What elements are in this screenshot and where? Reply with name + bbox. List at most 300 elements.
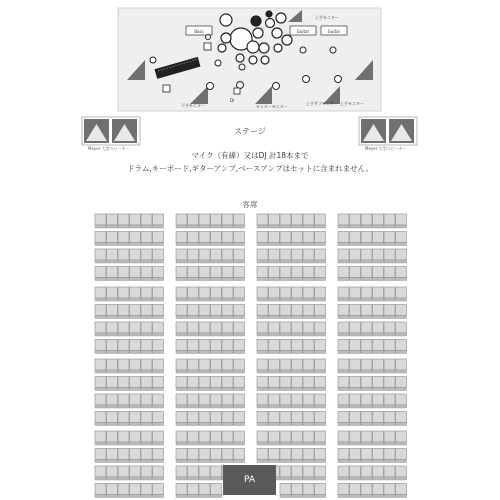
seat (130, 249, 141, 263)
seat-body (338, 484, 349, 495)
seat-back (315, 405, 326, 408)
seat-body (141, 359, 152, 370)
seat-back (107, 316, 118, 319)
seat-back (315, 423, 326, 426)
seat-body (373, 359, 384, 370)
seat-body (280, 232, 291, 243)
seat-body (292, 214, 303, 225)
amp-label-guitar-2: Guitar (327, 29, 341, 34)
seat-back (315, 260, 326, 263)
seat-body (269, 412, 280, 423)
seat-body (176, 377, 187, 388)
seat-body (234, 322, 245, 333)
seat-back (188, 370, 199, 373)
seat-back (141, 260, 152, 263)
seat-back (153, 460, 164, 463)
seat-body (384, 377, 395, 388)
seat (303, 287, 314, 301)
seat (222, 449, 233, 463)
seat-back (176, 370, 187, 373)
seat-body (257, 359, 268, 370)
seat-body (338, 287, 349, 298)
seat-body (280, 340, 291, 351)
seat (95, 340, 106, 354)
seat-body (95, 484, 106, 495)
seat (95, 449, 106, 463)
seat-back (118, 405, 129, 408)
seat (292, 377, 303, 391)
seat-body (292, 359, 303, 370)
seat (188, 431, 199, 445)
seat (361, 431, 372, 445)
seat-body (384, 267, 395, 278)
seat (222, 267, 233, 281)
seat-body (361, 449, 372, 460)
seat (222, 214, 233, 228)
seat (107, 267, 118, 281)
seat-body (188, 322, 199, 333)
seat-body (257, 232, 268, 243)
seat-body (280, 249, 291, 260)
seat-body (153, 249, 164, 260)
seat-body (95, 431, 106, 442)
seat (257, 359, 268, 373)
seat (315, 359, 326, 373)
seat-body (118, 267, 129, 278)
seat (234, 249, 245, 263)
seat (350, 267, 361, 281)
pa-label: PA (243, 475, 255, 485)
seat-back (118, 477, 129, 480)
seat-back (176, 278, 187, 281)
seat (269, 305, 280, 319)
seat-body (211, 484, 222, 495)
seat-body (350, 412, 361, 423)
seat-body (338, 249, 349, 260)
seat (199, 249, 210, 263)
seat-back (350, 477, 361, 480)
seat-back (338, 495, 349, 498)
seat (303, 466, 314, 480)
seat (141, 340, 152, 354)
seat-back (303, 351, 314, 354)
speaker-label-left: Meyer 大型スピーカー (88, 146, 130, 151)
seat-back (315, 388, 326, 391)
seat (350, 305, 361, 319)
seat-body (222, 412, 233, 423)
seat (153, 449, 164, 463)
seat (188, 377, 199, 391)
seat-body (396, 249, 407, 260)
seat-back (384, 333, 395, 336)
seat (222, 431, 233, 445)
seat (95, 287, 106, 301)
seat (118, 394, 129, 408)
seat-body (188, 214, 199, 225)
seat-body (292, 412, 303, 423)
seat-back (199, 243, 210, 246)
seat (222, 232, 233, 246)
seat-back (141, 405, 152, 408)
seat (396, 449, 407, 463)
seat-back (338, 316, 349, 319)
seat-back (118, 460, 129, 463)
seat-body (257, 412, 268, 423)
seat-body (176, 412, 187, 423)
seat-back (141, 225, 152, 228)
seat-back (280, 423, 291, 426)
seat (141, 305, 152, 319)
seat (130, 431, 141, 445)
seat-back (257, 243, 268, 246)
seat-back (141, 333, 152, 336)
seat-back (350, 316, 361, 319)
seat-back (211, 442, 222, 445)
seat-body (257, 267, 268, 278)
seat (373, 466, 384, 480)
seat-body (384, 412, 395, 423)
seat-body (373, 412, 384, 423)
amp-label-bass: Bass (194, 29, 204, 34)
seat-back (280, 388, 291, 391)
seat-back (269, 388, 280, 391)
seat-body (141, 267, 152, 278)
seat (338, 431, 349, 445)
seat-back (141, 370, 152, 373)
seat (118, 431, 129, 445)
seat-body (361, 466, 372, 477)
seat-body (130, 466, 141, 477)
seat-body (234, 431, 245, 442)
seat-back (384, 495, 395, 498)
seat (118, 340, 129, 354)
seat-body (211, 267, 222, 278)
seat-back (303, 495, 314, 498)
seat-body (361, 359, 372, 370)
seat-back (303, 405, 314, 408)
seat-body (176, 305, 187, 316)
seat (130, 359, 141, 373)
seat-body (211, 412, 222, 423)
seat-body (176, 394, 187, 405)
seat-back (176, 351, 187, 354)
seat (199, 305, 210, 319)
seat (338, 394, 349, 408)
seat (107, 431, 118, 445)
seat-back (257, 423, 268, 426)
seat-back (269, 260, 280, 263)
seat (141, 412, 152, 426)
seat-back (234, 278, 245, 281)
seat-back (269, 460, 280, 463)
seat (107, 287, 118, 301)
seat-body (350, 305, 361, 316)
seat-back (199, 423, 210, 426)
seat (361, 359, 372, 373)
seat (141, 287, 152, 301)
seat-back (361, 405, 372, 408)
seat (350, 377, 361, 391)
seat-body (199, 431, 210, 442)
seat-back (176, 243, 187, 246)
seat-body (118, 322, 129, 333)
seat (373, 431, 384, 445)
seat-body (141, 249, 152, 260)
seat (384, 484, 395, 498)
seat-body (234, 287, 245, 298)
seat (373, 249, 384, 263)
seat-body (118, 377, 129, 388)
seat (211, 232, 222, 246)
seat-body (269, 249, 280, 260)
seat (350, 449, 361, 463)
seat-back (188, 405, 199, 408)
seat-back (280, 351, 291, 354)
seat-back (303, 442, 314, 445)
seat (153, 232, 164, 246)
seat (396, 431, 407, 445)
seat-back (384, 460, 395, 463)
seat-body (373, 214, 384, 225)
seat (280, 287, 291, 301)
seat-back (280, 495, 291, 498)
seat-body (141, 340, 152, 351)
seat-back (95, 243, 106, 246)
seat (188, 287, 199, 301)
seat (257, 377, 268, 391)
seat-body (153, 322, 164, 333)
seat-body (234, 232, 245, 243)
seat (211, 449, 222, 463)
seat-body (396, 377, 407, 388)
seat-back (130, 423, 141, 426)
seat-body (384, 431, 395, 442)
seat-body (315, 267, 326, 278)
seat-back (107, 442, 118, 445)
seat (234, 305, 245, 319)
seat-back (234, 333, 245, 336)
seat-body (303, 466, 314, 477)
seat-back (199, 333, 210, 336)
seat (303, 394, 314, 408)
seat-body (373, 249, 384, 260)
seat-back (384, 260, 395, 263)
seat-body (257, 214, 268, 225)
seat-body (361, 214, 372, 225)
seat-back (384, 442, 395, 445)
seat-back (95, 316, 106, 319)
seat (199, 466, 210, 480)
seat-back (222, 370, 233, 373)
seat-body (361, 431, 372, 442)
seat (384, 359, 395, 373)
seat-back (257, 333, 268, 336)
seat (95, 232, 106, 246)
seat-back (95, 370, 106, 373)
seat-body (222, 359, 233, 370)
seat-back (361, 278, 372, 281)
monitor-label-top: 上手モニター (315, 15, 339, 20)
seat-back (222, 243, 233, 246)
seat-back (130, 405, 141, 408)
seat-back (373, 278, 384, 281)
seat (292, 412, 303, 426)
seat-body (107, 232, 118, 243)
seat-back (292, 460, 303, 463)
seat-back (153, 278, 164, 281)
seat-back (118, 260, 129, 263)
seat-body (222, 377, 233, 388)
seat (373, 340, 384, 354)
seat-body (95, 305, 106, 316)
seat-back (95, 405, 106, 408)
seat-body (396, 287, 407, 298)
seat-back (373, 260, 384, 263)
seat (303, 377, 314, 391)
seat-body (384, 287, 395, 298)
seat (384, 305, 395, 319)
seat-body (141, 449, 152, 460)
seat-body (396, 214, 407, 225)
seat (257, 431, 268, 445)
seat-back (373, 495, 384, 498)
seat (373, 305, 384, 319)
seat-back (130, 460, 141, 463)
seat-body (315, 214, 326, 225)
seat-back (396, 460, 407, 463)
seat (234, 232, 245, 246)
seat-back (141, 298, 152, 301)
seat-back (361, 423, 372, 426)
seat-body (234, 359, 245, 370)
seat (176, 267, 187, 281)
seat-back (222, 351, 233, 354)
seat-back (350, 460, 361, 463)
seat-body (153, 340, 164, 351)
seat-back (176, 495, 187, 498)
seat-back (141, 477, 152, 480)
seat-body (153, 394, 164, 405)
seat-body (280, 287, 291, 298)
seat-back (211, 333, 222, 336)
seat (292, 232, 303, 246)
seat-back (292, 477, 303, 480)
seat-back (130, 442, 141, 445)
seat-body (373, 287, 384, 298)
seat (338, 287, 349, 301)
seat-body (153, 305, 164, 316)
seat-body (384, 484, 395, 495)
seat-body (107, 214, 118, 225)
seat (199, 287, 210, 301)
seat (118, 249, 129, 263)
seat-back (280, 370, 291, 373)
seat-body (350, 287, 361, 298)
seat-back (234, 370, 245, 373)
seat-back (141, 495, 152, 498)
seat-body (107, 377, 118, 388)
seat-back (211, 298, 222, 301)
seat-body (176, 449, 187, 460)
seat-back (130, 225, 141, 228)
seat-body (222, 232, 233, 243)
seat (153, 214, 164, 228)
stage-note-line1: マイク（有線）又はDJ 計18本まで (191, 151, 309, 160)
seat-back (188, 333, 199, 336)
seat-back (350, 495, 361, 498)
seat-body (350, 466, 361, 477)
seat-back (211, 225, 222, 228)
seat-back (292, 405, 303, 408)
seat (361, 449, 372, 463)
seat-body (188, 340, 199, 351)
seat (188, 340, 199, 354)
seat (361, 232, 372, 246)
seat-body (338, 267, 349, 278)
seat-back (350, 405, 361, 408)
seat (118, 214, 129, 228)
seat (234, 412, 245, 426)
seat-back (211, 423, 222, 426)
seat-body (292, 466, 303, 477)
seat-body (141, 287, 152, 298)
seat (373, 449, 384, 463)
seat-back (211, 405, 222, 408)
seat-back (222, 278, 233, 281)
seat (141, 466, 152, 480)
seat-back (373, 298, 384, 301)
seat-back (338, 298, 349, 301)
seat-back (199, 370, 210, 373)
seat-back (303, 388, 314, 391)
seat-body (396, 484, 407, 495)
seat (141, 449, 152, 463)
seat (338, 359, 349, 373)
seat-body (373, 232, 384, 243)
seat-body (199, 394, 210, 405)
seat-body (384, 466, 395, 477)
seat-body (315, 431, 326, 442)
seat-body (396, 466, 407, 477)
seat-back (211, 260, 222, 263)
seat-back (222, 405, 233, 408)
seat-back (234, 423, 245, 426)
seat-body (257, 305, 268, 316)
seat (303, 449, 314, 463)
seat (338, 267, 349, 281)
seat-body (118, 287, 129, 298)
seat-body (257, 287, 268, 298)
seat-body (188, 431, 199, 442)
seat (280, 249, 291, 263)
seat-back (303, 333, 314, 336)
seat-body (315, 412, 326, 423)
seat (396, 377, 407, 391)
seat-back (396, 477, 407, 480)
seat-back (118, 316, 129, 319)
seat (130, 394, 141, 408)
seat-body (384, 214, 395, 225)
seat (257, 214, 268, 228)
seat-back (130, 351, 141, 354)
seat-body (199, 214, 210, 225)
seat-body (141, 214, 152, 225)
seat-back (384, 351, 395, 354)
seat-back (153, 225, 164, 228)
seat-back (257, 260, 268, 263)
seat-back (130, 316, 141, 319)
seat-back (234, 243, 245, 246)
